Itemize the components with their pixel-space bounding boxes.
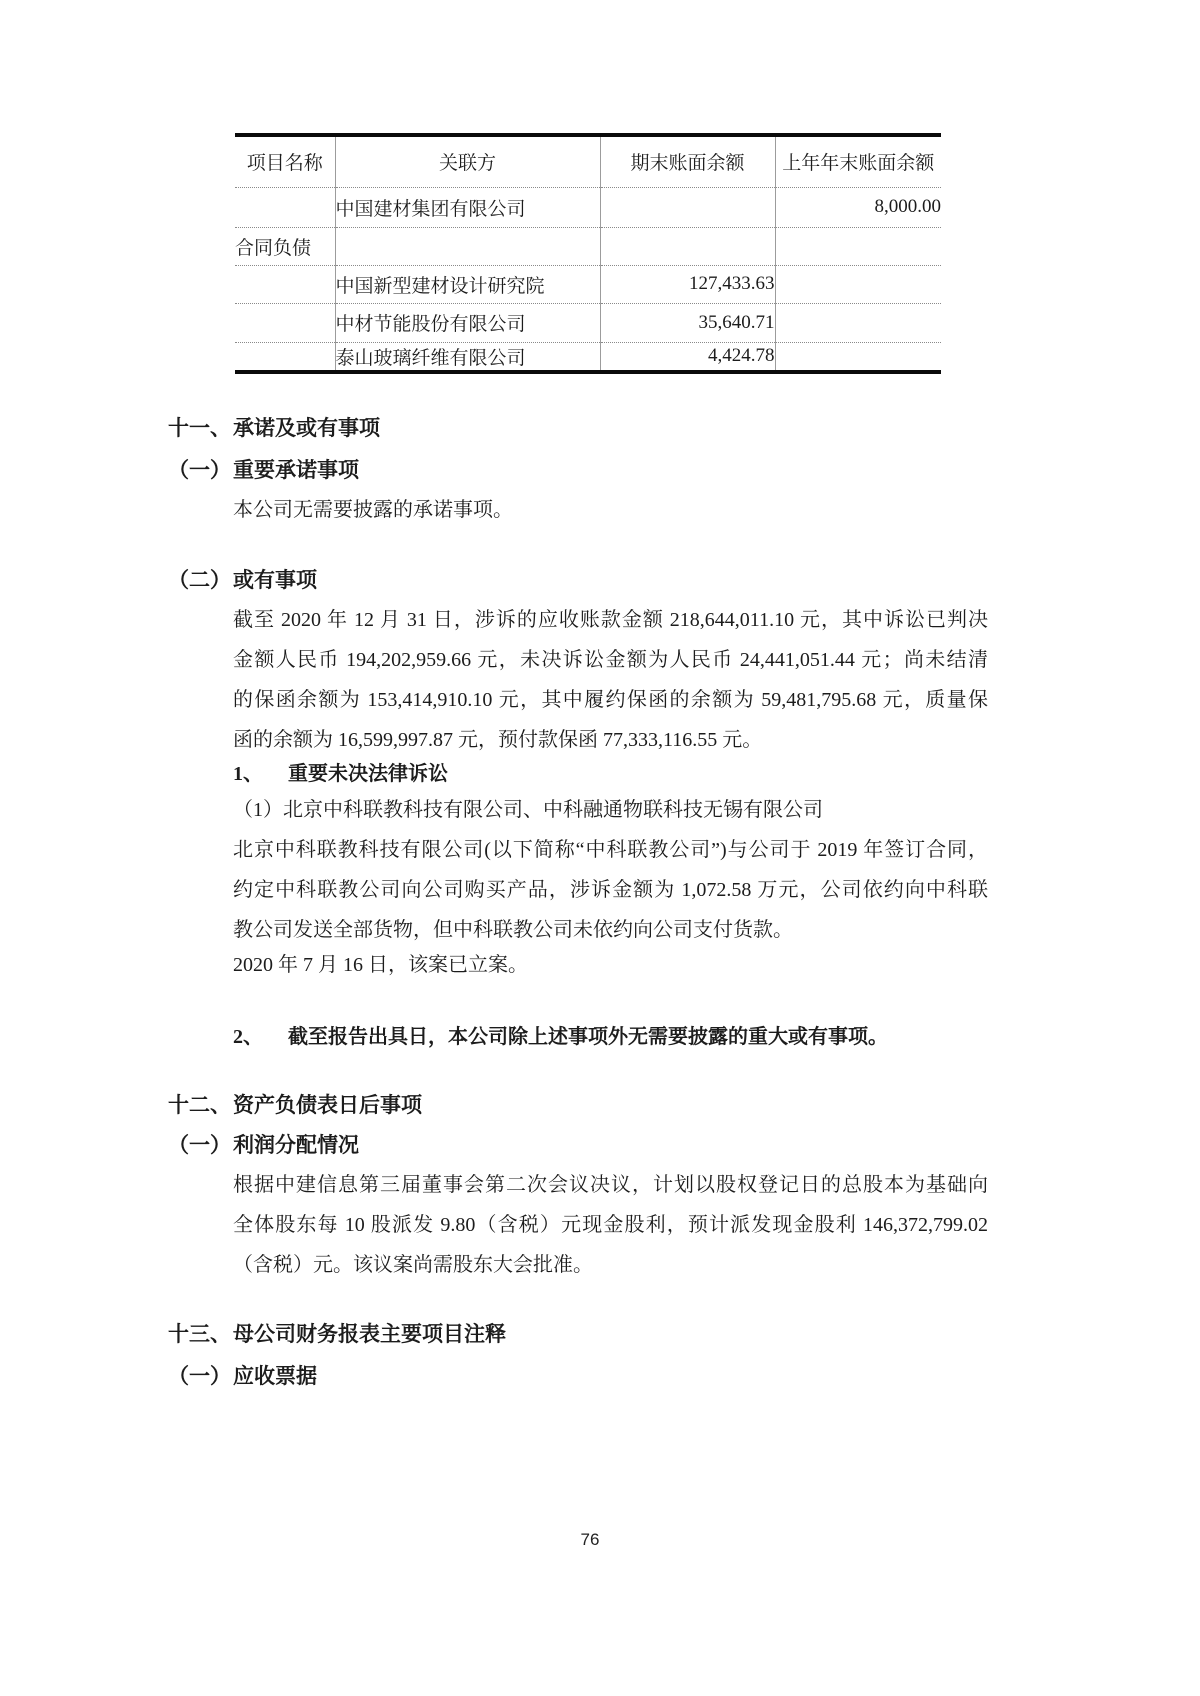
section-number: 十二、 <box>168 1093 231 1117</box>
page-number: 76 <box>580 1530 600 1549</box>
commitment-note-paragraph <box>233 490 988 530</box>
section-heading-13 <box>168 1314 990 1354</box>
cell-item-name <box>235 265 335 303</box>
paragraph-line: 截至 2020 年 12 月 31 日，涉诉的应收账款金额 218,644,011.10 元，其中诉讼已判决 <box>233 609 988 631</box>
contingency-conclusion <box>233 1017 990 1057</box>
subsection-title: 或有事项 <box>233 568 317 592</box>
subsection-title: 利润分配情况 <box>233 1133 359 1157</box>
section-title: 承诺及或有事项 <box>233 416 380 440</box>
cell-prior-year-balance <box>775 342 941 372</box>
paragraph-line: 函的余额为 16,599,997.87 元，预付款保函 77,333,116.55 元。 <box>233 729 763 751</box>
cell-item-name: 合同负债 <box>235 227 335 265</box>
cell-ending-balance: 127,433.63 <box>600 265 775 303</box>
section-heading-12 <box>168 1085 990 1125</box>
subsection-heading-profit-distribution <box>168 1125 990 1165</box>
paragraph-line: 约定中科联教公司向公司购买产品，涉诉金额为 1,072.58 万元，公司依约向中科联 <box>233 879 988 901</box>
paragraph-line: 2020 年 7 月 16 日，该案已立案。 <box>233 954 528 976</box>
cell-item-name <box>235 342 335 372</box>
list-number: 1、 <box>233 763 263 785</box>
related-party-table-wrap <box>235 133 941 374</box>
section-title: 母公司财务报表主要项目注释 <box>233 1322 506 1346</box>
paragraph-line: 本公司无需要披露的承诺事项。 <box>233 499 513 521</box>
subsection-title: 重要承诺事项 <box>233 458 359 482</box>
col-header-related-party: 关联方 <box>335 135 600 187</box>
table-row <box>235 303 941 342</box>
section-number: 十三、 <box>168 1322 231 1346</box>
list-number: 2、 <box>233 1026 263 1048</box>
cell-related-party: 泰山玻璃纤维有限公司 <box>335 342 600 372</box>
subsection-heading-contingencies <box>168 560 990 600</box>
col-header-ending-book-balance: 期末账面余额 <box>600 135 775 187</box>
paragraph-line: （1）北京中科联教科技有限公司、中科融通物联科技无锡有限公司 <box>233 799 823 821</box>
table-row <box>235 342 941 372</box>
cell-ending-balance <box>600 187 775 227</box>
section-heading-11 <box>168 408 990 448</box>
paragraph-line: 全体股东每 10 股派发 9.80（含税）元现金股利，预计派发现金股利 146,372,799.02 <box>233 1214 988 1236</box>
cell-prior-year-balance <box>775 227 941 265</box>
subsection-heading-notes-receivable <box>168 1356 990 1396</box>
paragraph-line: 北京中科联教科技有限公司(以下简称“中科联教公司”)与公司于 2019 年签订合同， <box>233 839 988 861</box>
subsection-number: （二） <box>168 568 231 592</box>
table-row <box>235 227 941 265</box>
subsection-number: （一） <box>168 1133 231 1157</box>
subsection-title: 应收票据 <box>233 1364 317 1388</box>
subsection-number: （一） <box>168 458 231 482</box>
paragraph-line: 金额人民币 194,202,959.66 元，未决诉讼金额为人民币 24,441,051.44 元；尚未结清 <box>233 649 988 671</box>
section-number: 十一、 <box>168 416 231 440</box>
cell-prior-year-balance: 8,000.00 <box>775 187 941 227</box>
cell-ending-balance: 35,640.71 <box>600 303 775 342</box>
subsection-heading-commitments <box>168 450 990 490</box>
document-body <box>168 408 990 1396</box>
cell-ending-balance: 4,424.78 <box>600 342 775 372</box>
paragraph-line: 的保函余额为 153,414,910.10 元，其中履约保函的余额为 59,481,795.68 元，质量保 <box>233 689 988 711</box>
cell-related-party: 中国新型建材设计研究院 <box>335 265 600 303</box>
table-row <box>235 265 941 303</box>
paragraph-line: 根据中建信息第三届董事会第二次会议决议，计划以股权登记日的总股本为基础向 <box>233 1174 988 1196</box>
section-title: 资产负债表日后事项 <box>233 1093 422 1117</box>
litigation-date-paragraph <box>233 945 988 985</box>
col-header-item-name: 项目名称 <box>235 135 335 187</box>
list-title: 重要未决法律诉讼 <box>288 763 448 785</box>
cell-related-party: 中国建材集团有限公司 <box>335 187 600 227</box>
dividend-paragraph <box>233 1165 988 1285</box>
cell-item-name <box>235 187 335 227</box>
cell-prior-year-balance <box>775 265 941 303</box>
contingency-paragraph <box>233 600 988 760</box>
table-row <box>235 187 941 227</box>
conclusion-text: 截至报告出具日，本公司除上述事项外无需要披露的重大或有事项。 <box>288 1026 888 1048</box>
litigation-item-line <box>233 790 988 830</box>
litigation-paragraph <box>233 830 988 950</box>
subsection-number: （一） <box>168 1364 231 1388</box>
cell-ending-balance <box>600 227 775 265</box>
cell-related-party <box>335 227 600 265</box>
col-header-prior-year-end-balance: 上年年末账面余额 <box>775 135 941 187</box>
paragraph-line: 教公司发送全部货物，但中科联教公司未依约向公司支付货款。 <box>233 919 793 941</box>
related-party-balances-table <box>235 133 941 374</box>
paragraph-line: （含税）元。该议案尚需股东大会批准。 <box>233 1254 593 1276</box>
cell-prior-year-balance <box>775 303 941 342</box>
table-header-row <box>235 135 941 187</box>
cell-item-name <box>235 303 335 342</box>
litigation-heading <box>233 754 990 794</box>
cell-related-party: 中材节能股份有限公司 <box>335 303 600 342</box>
